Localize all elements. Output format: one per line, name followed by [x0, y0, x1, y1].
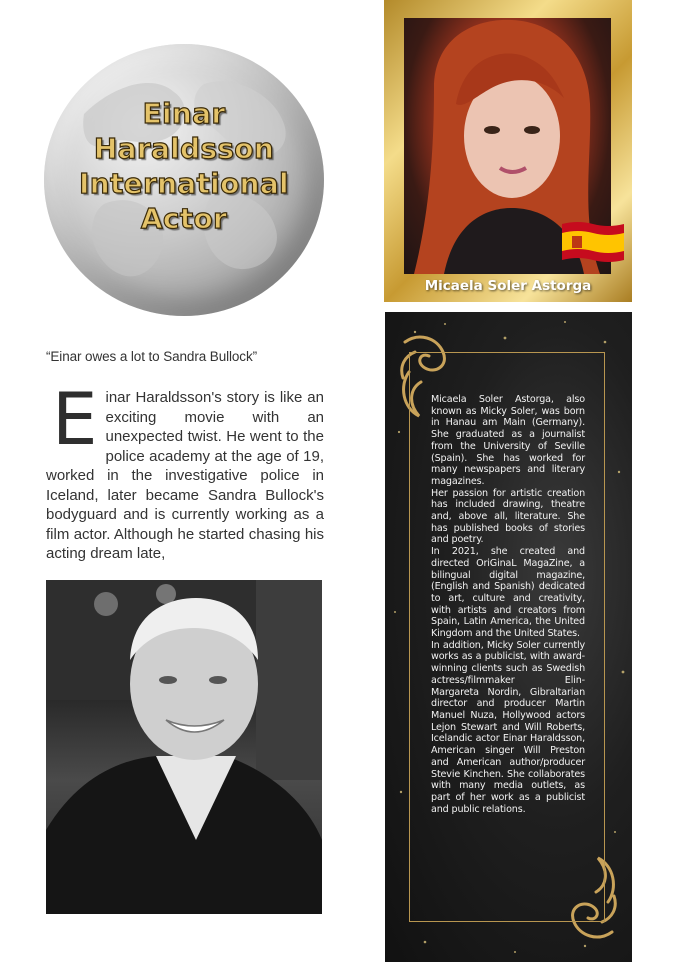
article-body — [46, 377, 324, 564]
actor-photo-illustration — [46, 580, 322, 914]
globe-title-line: Einar — [142, 97, 226, 130]
globe-title-line: Haraldsson — [93, 132, 275, 165]
article-text: inar Haraldsson's story is like an exciting movie with an unexpected twist. He went to the police academy at the age of 19, worked in the investigative police in Iceland, later became Sandra Bullock's bodyguard and is currently working as a film actor. Although he started chasing his acting dream late, — [46, 389, 324, 562]
globe-title-line: International — [79, 167, 289, 200]
actor-photo — [46, 580, 322, 914]
bio-paragraph: In addition, Micky Soler currently works as a publicist, with award-winning clients such as Swedish actress/filmmaker Elin-Margareta Nordin, Gibraltarian director and producer Martin Manuel Nuza, Hollywood actors Lejon Stewart and Will Roberts, Icelandic actor Einar Haraldsson, American singer Will Preston and American author/producer Stevie Kinchen. She collaborates with many media outlets, as part of her work as a publicist and public relations. — [431, 639, 585, 815]
bio-panel — [385, 312, 632, 962]
pull-quote: “Einar owes a lot to Sandra Bullock” — [46, 349, 258, 364]
bio-paragraph: In 2021, she created and directed OriGinaL MagaZine, a bilingual digital magazine, (English and Spanish) dedicated to art, culture and creativity, with artists and creators from Spain, Latin America, the United Kingdom and the United States. — [431, 546, 585, 640]
bio-text — [431, 394, 585, 815]
globe-title-line: Actor — [140, 202, 228, 235]
globe-title-text — [44, 96, 324, 236]
spain-flag-icon — [562, 220, 624, 264]
globe-title-graphic — [44, 44, 324, 316]
bio-paragraph: Micaela Soler Astorga, also known as Micky Soler, was born in Hanau am Main (Germany). She graduated as a journalist from the University of Seville (Spain). She has worked for many newspapers and literary magazines. — [431, 394, 585, 487]
author-portrait-frame — [384, 0, 632, 302]
drop-cap: E — [52, 377, 98, 461]
bio-paragraph: Her passion for artistic creation has included drawing, theatre and, above all, literature. She has published books of stories and poetry. — [431, 487, 585, 546]
portrait-caption: Micaela Soler Astorga — [424, 278, 592, 294]
